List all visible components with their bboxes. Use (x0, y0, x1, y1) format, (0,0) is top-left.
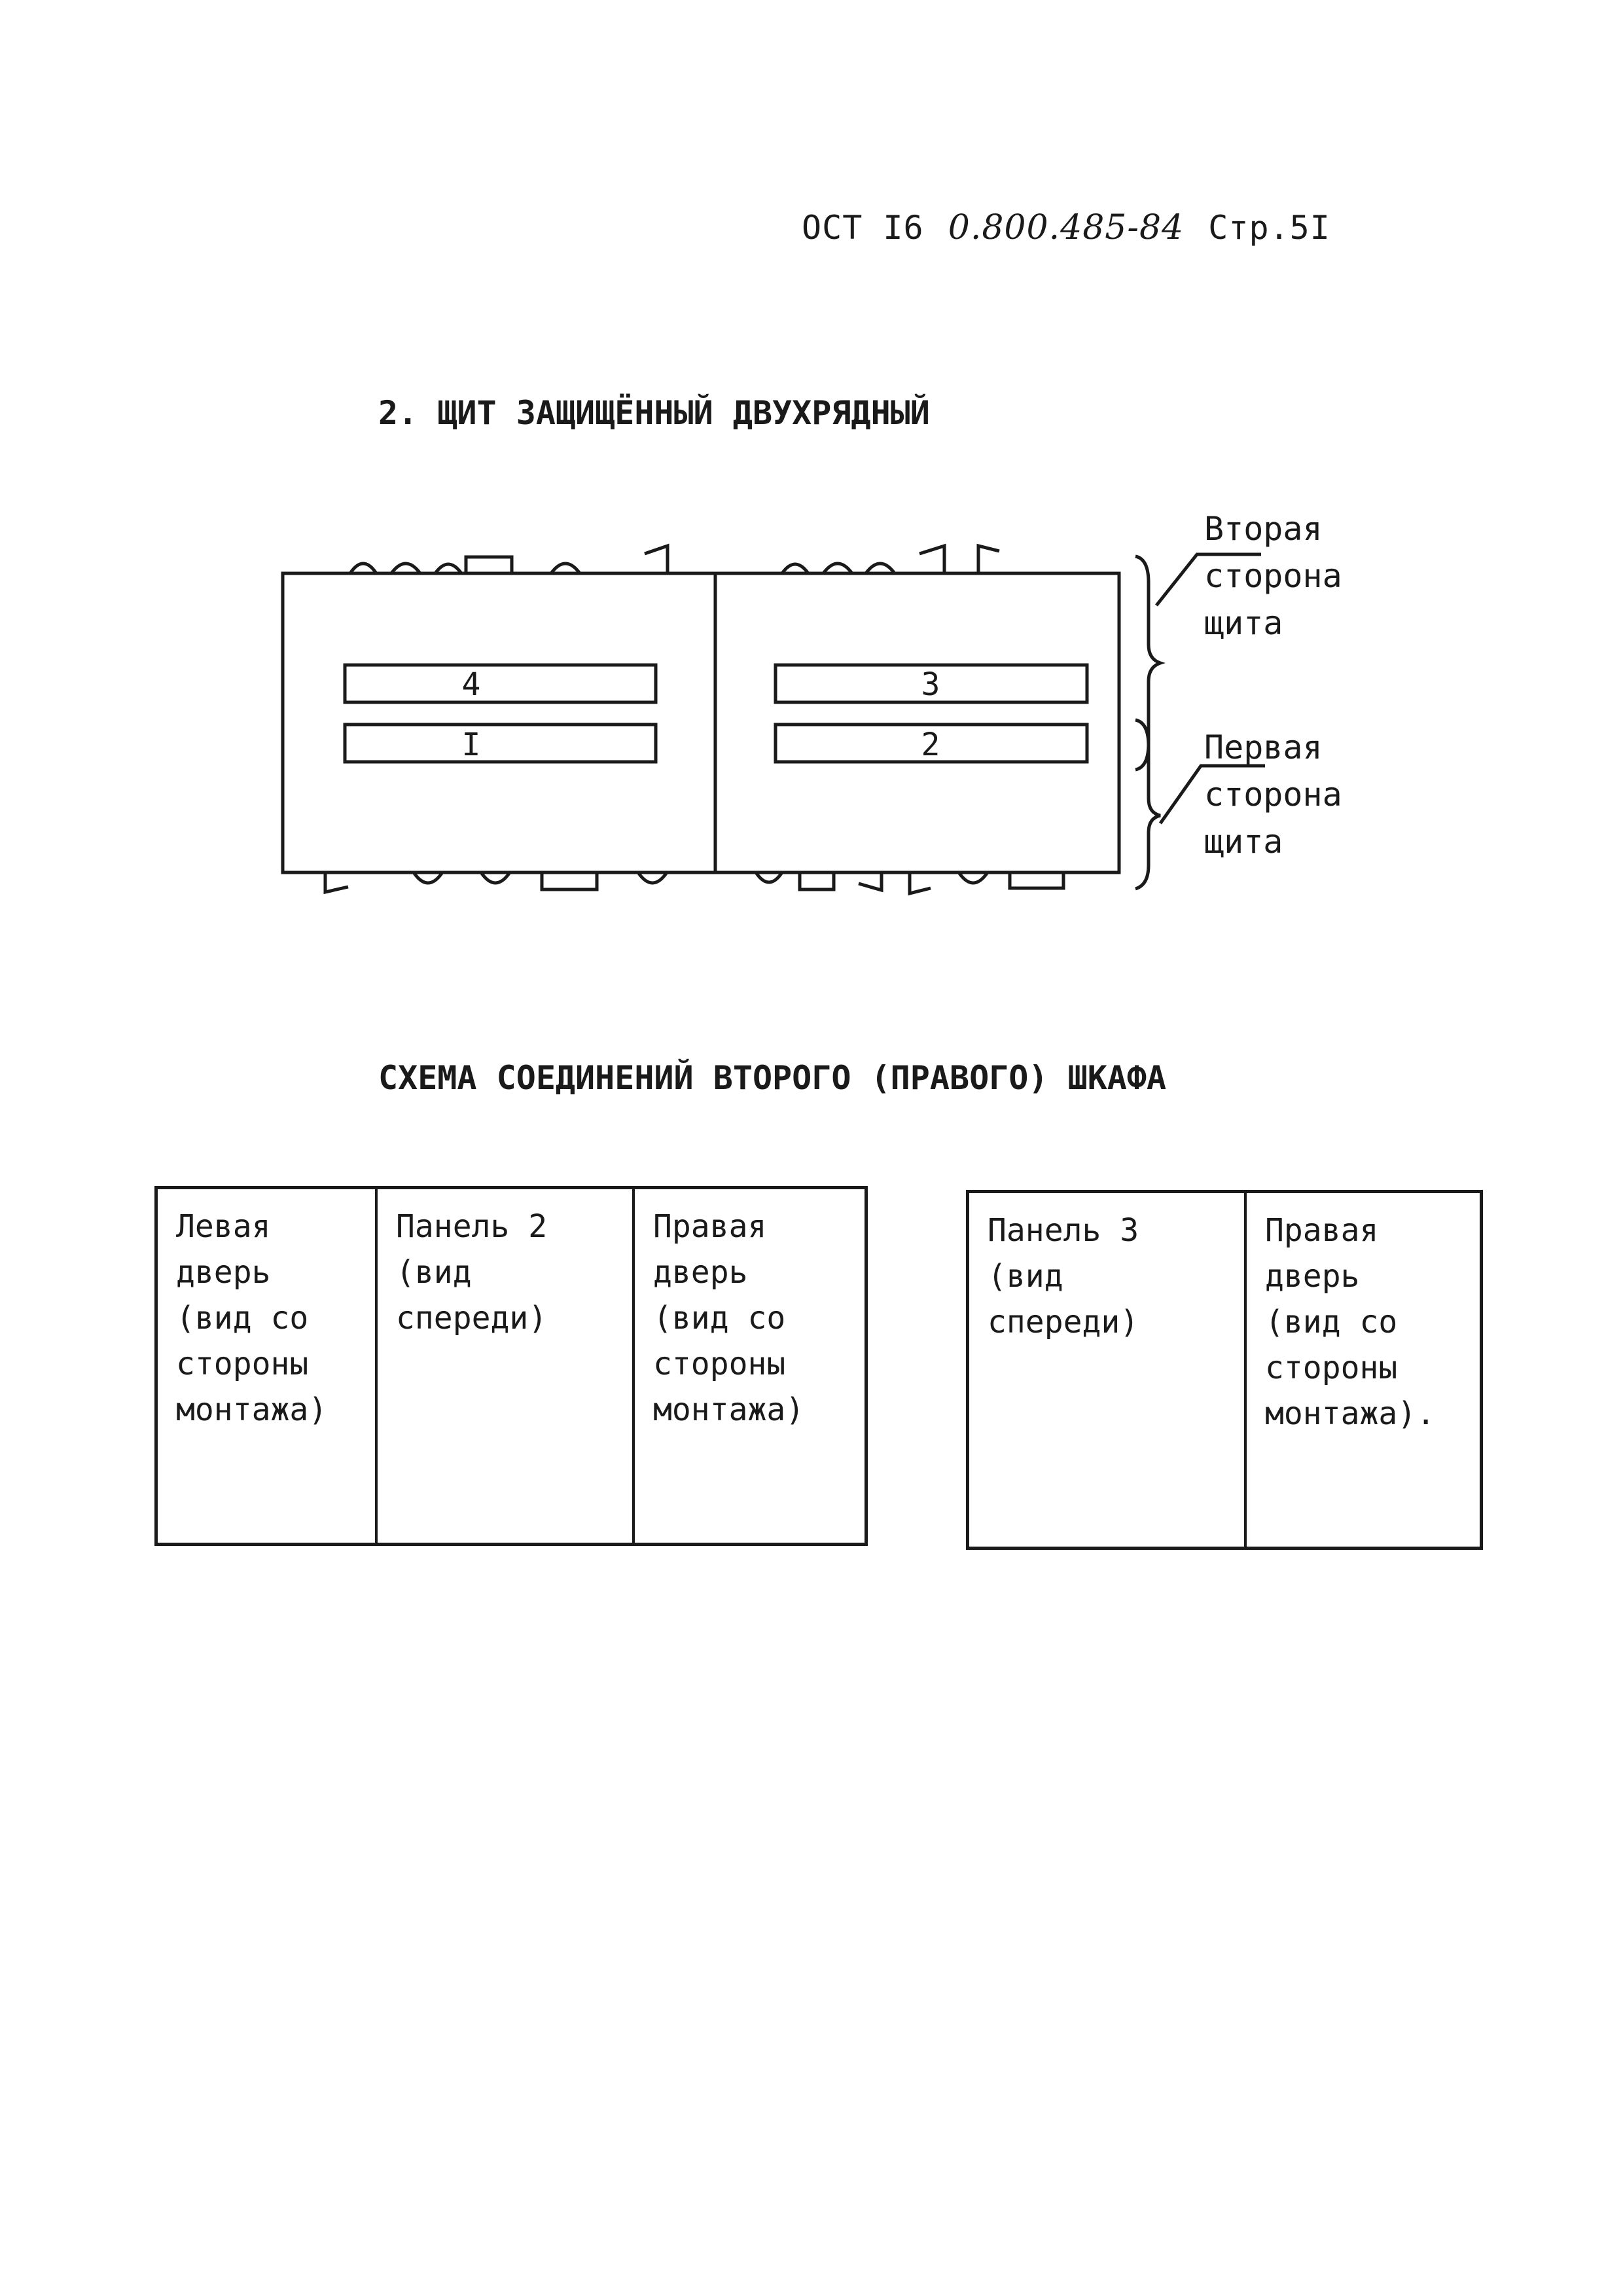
left-cabinet-table (154, 1186, 868, 1546)
page-number: Стр.5I (1208, 209, 1330, 247)
top-device-bracket (978, 546, 999, 573)
table-cell-right-door: Правая дверь (вид со стороны монтажа) (653, 1208, 805, 1428)
second-side-label: Вторая сторона щита (1204, 510, 1342, 642)
panel-strip-1 (345, 725, 656, 762)
panel-number-3: 3 (921, 666, 940, 703)
top-device-box (466, 557, 512, 573)
table-cell-left-door: Левая дверь (вид со стороны монтажа) (158, 1189, 378, 1543)
first-side-label: Первая сторона щита (1204, 728, 1342, 861)
section-title: 2. ЩИТ ЗАЩИЩЁННЫЙ ДВУХРЯДНЫЙ (378, 394, 930, 432)
panel-number-4: 4 (461, 666, 481, 703)
document-code-prefix: ОСТ I6 (802, 209, 924, 247)
document-code-handwritten: 0.800.485-84 (948, 208, 1185, 247)
panel-strip-4 (345, 665, 656, 702)
bottom-device-box (800, 872, 834, 889)
bottom-device-bracket (325, 872, 348, 892)
panel-number-2: 2 (921, 726, 940, 763)
switchboard-diagram (0, 0, 1623, 982)
top-device-bracket (919, 546, 944, 573)
bottom-device-box (542, 872, 597, 889)
right-cabinet-table (966, 1190, 1483, 1550)
panel-number-1: I (461, 726, 481, 763)
bottom-device-bracket (859, 872, 882, 890)
table-cell-panel-3: Панель 3 (вид спереди) (969, 1193, 1247, 1547)
table-cell-panel-2: Панель 2 (вид спереди) (378, 1189, 635, 1543)
bottom-device-box (1010, 872, 1063, 888)
table-cell-right-door: Правая дверь (вид со стороны монтажа). (1265, 1212, 1436, 1432)
schema-title: СХЕМА СОЕДИНЕНИЙ ВТОРОГО (ПРАВОГО) ШКАФА (378, 1059, 1167, 1097)
top-device-bracket (645, 546, 668, 573)
brace-first-side (1135, 720, 1160, 889)
bottom-device-bracket (910, 872, 931, 893)
